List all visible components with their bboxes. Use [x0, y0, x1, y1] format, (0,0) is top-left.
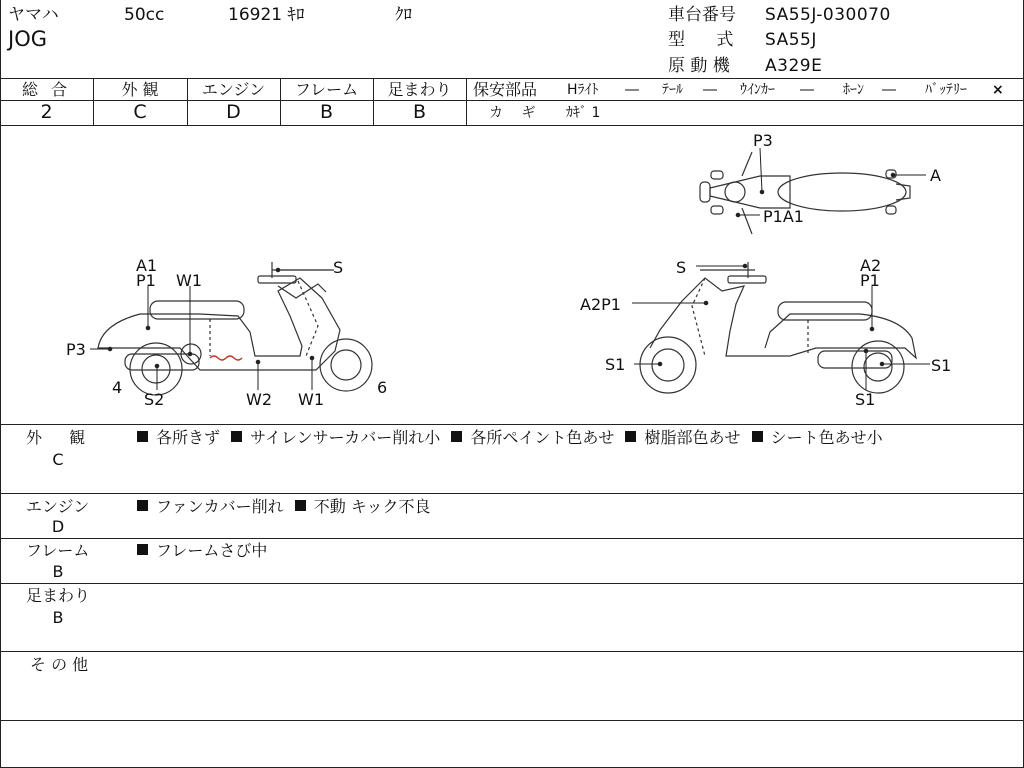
grade-engine-value: D — [226, 101, 241, 123]
divider — [0, 493, 1024, 494]
safety-battery-value: × — [992, 82, 1004, 98]
remark-exterior-label: 外 観 — [26, 428, 86, 447]
remark-engine-label: エンジン — [26, 497, 90, 516]
remark-exterior-items — [137, 428, 883, 448]
key-label: カ ギ — [489, 105, 536, 121]
remark-item: 各所ペイント色あせ — [470, 428, 615, 447]
label-left-w1-top: W1 — [176, 271, 202, 290]
remark-item: シート色あせ小 — [770, 428, 883, 447]
label-left-w1-bottom: W1 — [298, 390, 324, 409]
type-value: SA55J — [765, 30, 817, 50]
remark-engine-items — [137, 497, 431, 517]
remark-other-label: そ の 他 — [30, 655, 89, 674]
label-right-p1: P1 — [860, 271, 880, 290]
engine-label: 原 動 機 — [668, 56, 730, 76]
frame-no-value: SA55J-030070 — [765, 5, 891, 25]
safety-winker-value: ― — [800, 82, 814, 98]
safety-label: 保安部品 — [473, 80, 538, 99]
label-right-a2p1: A2P1 — [580, 295, 621, 314]
engine-value: A329E — [765, 56, 823, 76]
safety-headlight-name: Hﾗｲﾄ — [567, 82, 599, 98]
remark-frame-items — [137, 541, 267, 561]
grade-exterior-label: 外 観 — [121, 80, 159, 99]
type-label: 型 式 — [668, 30, 734, 50]
grade-suspension-value: B — [412, 101, 427, 123]
remark-suspension-label: 足まわり — [26, 586, 91, 605]
divider — [0, 538, 1024, 539]
divider — [0, 424, 1024, 425]
safety-headlight-value: ― — [625, 82, 639, 98]
bullet-icon — [295, 500, 306, 511]
left-view-markers — [90, 268, 330, 390]
remark-exterior-grade: C — [52, 450, 64, 469]
safety-tail-value: ― — [703, 82, 717, 98]
label-right-s1-left: S1 — [605, 355, 626, 374]
frame-no-label: 車台番号 — [668, 5, 736, 25]
remark-item: サイレンサーカバー削れ小 — [250, 428, 441, 447]
label-left-s: S — [333, 258, 344, 277]
divider — [466, 78, 467, 125]
grade-total-value: 2 — [40, 101, 53, 123]
label-left-p3: P3 — [66, 340, 86, 359]
label-right-s1-right: S1 — [931, 356, 952, 375]
grade-engine-label: エンジン — [201, 80, 266, 99]
remark-item: ファンカバー削れ — [156, 497, 284, 516]
damage-mark — [210, 356, 242, 360]
maker: ヤマハ — [8, 5, 59, 25]
label-right-a2: A2 — [860, 256, 882, 275]
bullet-icon — [137, 431, 148, 442]
label-right-s: S — [676, 258, 687, 277]
remark-suspension-grade: B — [52, 608, 64, 627]
grade-total-label: 総 合 — [21, 80, 72, 99]
bullet-icon — [137, 500, 148, 511]
label-right-s1-bottom: S1 — [855, 390, 876, 409]
label-left-p1: P1 — [136, 271, 156, 290]
label-left-4: 4 — [112, 378, 123, 397]
mileage: 16921 ｷﾛ — [228, 5, 305, 25]
grade-exterior-value: C — [133, 101, 147, 123]
label-left-6: 6 — [377, 378, 388, 397]
bullet-icon — [625, 431, 636, 442]
grade-frame-label: フレーム — [294, 80, 359, 99]
remark-item: 各所きず — [156, 428, 221, 447]
remark-item: 不動 キック不良 — [313, 497, 431, 516]
divider — [0, 720, 1024, 721]
grade-suspension-label: 足まわり — [387, 80, 452, 99]
scooter-top-view — [700, 152, 910, 234]
remark-frame-label: フレーム — [26, 541, 90, 560]
label-left-s2: S2 — [144, 390, 165, 409]
key-value: ｶｷﾞ 1 — [566, 105, 601, 121]
bullet-icon — [137, 544, 148, 555]
remark-frame-grade: B — [52, 562, 64, 581]
label-left-w2: W2 — [246, 390, 272, 409]
safety-horn-value: ― — [882, 82, 896, 98]
label-left-a1: A1 — [136, 256, 158, 275]
label-top-a: A — [930, 166, 941, 185]
safety-horn-name: ﾎｰﾝ — [843, 82, 864, 98]
safety-tail-name: ﾃｰﾙ — [662, 82, 683, 98]
displacement: 50cc — [124, 5, 165, 25]
divider — [0, 583, 1024, 584]
divider — [0, 651, 1024, 652]
right-view-markers — [632, 264, 930, 390]
model-name: JOG — [8, 27, 47, 51]
grade-frame-value: B — [319, 101, 334, 123]
color: ｸﾛ — [395, 5, 412, 25]
safety-winker-name: ｳｲﾝｶｰ — [740, 82, 775, 98]
remark-engine-grade: D — [51, 517, 65, 536]
bullet-icon — [752, 431, 763, 442]
label-top-p3: P3 — [753, 131, 773, 150]
bullet-icon — [231, 431, 242, 442]
bullet-icon — [451, 431, 462, 442]
remark-item: 樹脂部色あせ — [644, 428, 741, 447]
label-top-p1a1: P1A1 — [763, 207, 804, 226]
safety-battery-name: ﾊﾞｯﾃﾘｰ — [925, 82, 967, 98]
divider — [0, 78, 1024, 79]
remark-item: フレームさび中 — [156, 541, 268, 560]
